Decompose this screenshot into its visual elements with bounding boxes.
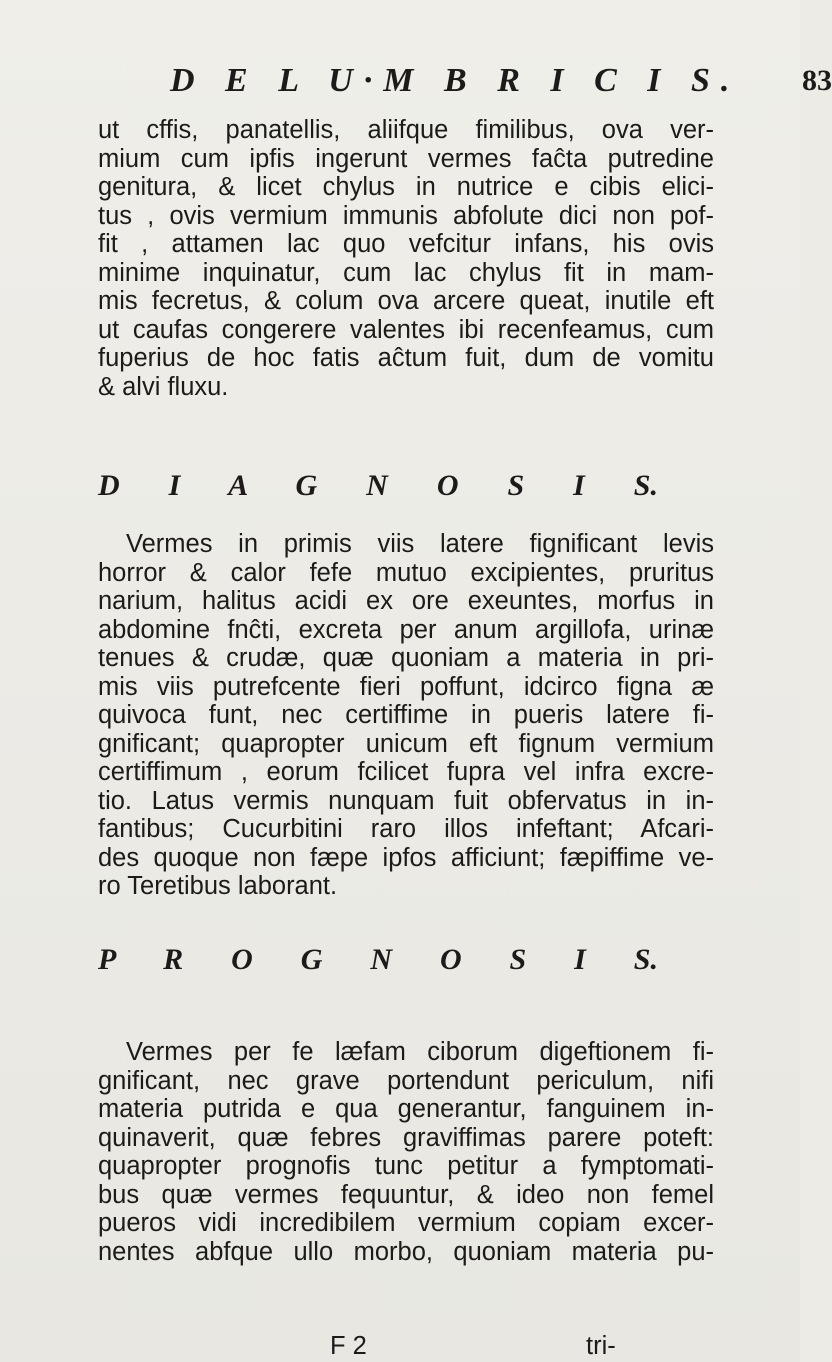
text-line: quivoca funt, nec certiffime in pueris latere fi- <box>98 701 714 729</box>
intro-paragraph <box>98 116 714 401</box>
text-line: nentes abfque ullo morbo, quoniam materia pu- <box>98 1237 714 1266</box>
text-line: mium cum ipfis ingerunt vermes faĉta putredine <box>98 144 714 173</box>
diagnosis-heading: D I A G N O S I S. <box>98 469 658 502</box>
catchword: tri- <box>586 1332 616 1360</box>
text-line: minime inquinatur, cum lac chylus fit in mam- <box>98 258 714 287</box>
text-line: Vermes per fe læfam ciborum digeftionem fi- <box>126 1038 714 1066</box>
text-line: tenues & crudæ, quæ quoniam a materia in pri- <box>98 644 714 672</box>
text-line: mis viis putrefcente fieri poffunt, idcirco figna æ <box>98 672 714 701</box>
page-footer <box>98 1332 714 1362</box>
text-line: horror & calor fefe mutuo excipientes, pruritus <box>98 558 714 587</box>
text-line: bus quæ vermes fequuntur, & ideo non femel <box>98 1180 714 1209</box>
text-line: narium, halitus acidi ex ore exeuntes, morfus in <box>98 587 714 615</box>
text-line: fuperius de hoc fatis aĉtum fuit, dum de vomitu <box>98 344 714 372</box>
text-line: gnificant; quapropter unicum eft fignum vermium <box>98 729 714 758</box>
text-line: Vermes in primis viis latere fignificant levis <box>126 530 714 558</box>
text-line: quinaverit, quæ febres graviffimas parere poteft: <box>98 1123 714 1152</box>
text-line: ut cffis, panatellis, aliifque fimilibus, ova ver- <box>98 116 714 144</box>
text-line: fantibus; Cucurbitini raro illos infeftant; Afcari- <box>98 815 714 843</box>
text-line: materia putrida e qua generantur, fanguinem in- <box>98 1095 714 1123</box>
text-line: abdomine fnĉti, excreta per anum argillofa, urinæ <box>98 615 714 644</box>
prognosis-heading: P R O G N O S I S. <box>98 943 658 976</box>
running-head <box>170 56 832 106</box>
prognosis-paragraph <box>98 1038 714 1266</box>
signature-mark: F 2 <box>330 1332 367 1360</box>
text-line: tus , ovis vermium immunis abfolute dici non pof- <box>98 201 714 230</box>
diagnosis-paragraph <box>98 530 714 901</box>
text-line: des quoque non fæpe ipfos afficiunt; fæpiffime ve- <box>98 843 714 872</box>
text-line: tio. Latus vermis nunquam fuit obfervatus in in- <box>98 786 714 815</box>
text-line: ut caufas congerere valentes ibi recenfeamus, cum <box>98 315 714 344</box>
text-line: mis fecretus, & colum ova arcere queat, inutile eft <box>98 287 714 315</box>
text-line: & alvi fluxu. <box>98 372 229 401</box>
running-title: D E L U·M B R I C I S. <box>170 62 741 99</box>
text-line: genitura, & licet chylus in nutrice e cibis elici- <box>98 173 714 201</box>
text-line: pueros vidi incredibilem vermium copiam excer- <box>98 1209 714 1237</box>
text-line: gnificant, nec grave portendunt periculum, nifi <box>98 1066 714 1095</box>
page-number: 83 <box>802 64 832 97</box>
text-line: fit , attamen lac quo vefcitur infans, his ovis <box>98 230 714 258</box>
text-line: quapropter prognofis tunc petitur a fymptomati- <box>98 1152 714 1180</box>
text-line: ro Teretibus laborant. <box>98 872 338 900</box>
text-line: certiffimum , eorum fcilicet fupra vel infra excre- <box>98 758 714 786</box>
